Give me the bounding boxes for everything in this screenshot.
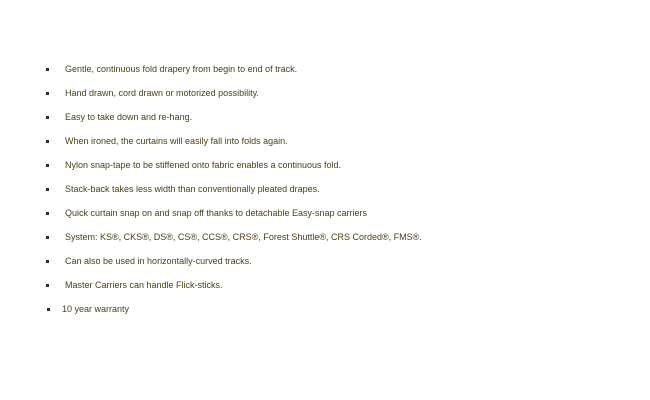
feature-text: Easy to take down and re-hang. <box>65 112 193 122</box>
bullet-icon <box>46 68 49 71</box>
list-item <box>0 83 650 107</box>
list-item <box>0 107 650 131</box>
bullet-icon <box>46 164 49 167</box>
bullet-icon <box>46 260 49 263</box>
bullet-icon <box>46 140 49 143</box>
feature-text: 10 year warranty <box>62 304 130 314</box>
list-item <box>0 275 650 299</box>
feature-text: Quick curtain snap on and snap off thanks to detachable Easy-snap carriers <box>65 208 368 218</box>
feature-list <box>0 59 650 323</box>
feature-text: When ironed, the curtains will easily fall into folds again. <box>65 136 288 146</box>
list-item <box>0 179 650 203</box>
list-item <box>0 203 650 227</box>
feature-text: System: KS®, CKS®, DS®, CS®, CCS®, CRS®, Forest Shuttle®, CRS Corded®, FMS®. <box>65 232 422 242</box>
list-item <box>0 131 650 155</box>
bullet-icon <box>46 188 49 191</box>
list-item <box>0 251 650 275</box>
feature-text: Nylon snap-tape to be stiffened onto fabric enables a continuous fold. <box>65 160 342 170</box>
list-item <box>0 227 650 251</box>
bullet-icon <box>46 236 49 239</box>
bullet-icon <box>46 284 49 287</box>
bullet-icon <box>47 308 50 311</box>
list-item <box>0 59 650 83</box>
list-item <box>0 299 650 323</box>
feature-text: Hand drawn, cord drawn or motorized possibility. <box>65 88 259 98</box>
feature-text: Stack-back takes less width than conventionally pleated drapes. <box>65 184 320 194</box>
bullet-icon <box>46 92 49 95</box>
bullet-icon <box>46 212 49 215</box>
feature-text: Gentle, continuous fold drapery from begin to end of track. <box>65 64 298 74</box>
list-item <box>0 155 650 179</box>
feature-text: Can also be used in horizontally-curved tracks. <box>65 256 252 266</box>
feature-text: Master Carriers can handle Flick-sticks. <box>65 280 223 290</box>
bullet-icon <box>46 116 49 119</box>
